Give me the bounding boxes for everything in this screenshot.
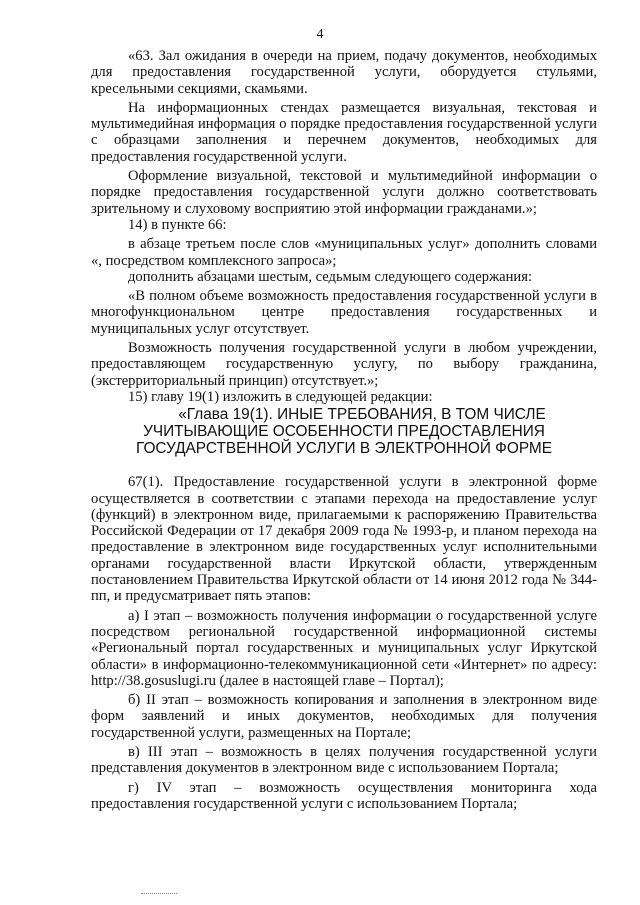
- paragraph-item-15: 15) главу 19(1) изложить в следующей редакции:: [128, 388, 433, 405]
- chapter-heading: [91, 406, 597, 457]
- chapter-heading-line-1: «Глава 19(1). ИНЫЕ ТРЕБОВАНИЯ, В ТОМ ЧИСЛЕ: [178, 406, 546, 424]
- paragraph-stage-2: б) II этап – возможность копирования и заполнения в электронном виде форм заявлений и иных документов, необходимых для получения государственной услуги, размещенных на Портале;: [91, 692, 597, 741]
- paragraph-info-design: Оформление визуальной, текстовой и мультимедийной информации о порядке предоставления государственной услуги должно соответствовать зрительному и слуховому восприятию этой информации гражданами.»;: [91, 168, 597, 217]
- paragraph-add-abzacs: дополнить абзацами шестым, седьмым следующего содержания:: [128, 268, 533, 285]
- paragraph-extraterritorial: Возможность получения государственной услуги в любом учреждении, предоставляющем государственную услугу, по выбору гражданина, (экстерриториальный принцип) отсутствует.»;: [91, 340, 597, 389]
- paragraph-63-waiting-room: «63. Зал ожидания в очереди на прием, подачу документов, необходимых для предоставления государственной услуги, оборудуется стульями, кресельными секциями, скамьями.: [91, 48, 597, 97]
- footer-dotted-mark: [141, 893, 177, 895]
- paragraph-stage-3: в) III этап – возможность в целях получения государственной услуги представления документов в электронном виде с использованием Портала;: [91, 743, 597, 777]
- paragraph-amend-third-abzac: в абзаце третьем после слов «муниципальных услуг» дополнить словами «, посредством комплексного запроса»;: [91, 236, 597, 269]
- paragraph-stage-1: а) I этап – возможность получения информации о государственной услуге посредством региональной государственной информационной системы «Региональный портал государственных и муниципальных услуг Иркутской области» в информационно-телекоммуникационной сети «Интернет» по адресу: http://38.gosuslugi.ru (далее в настоящей главе – Портал);: [91, 607, 597, 689]
- paragraph-67-1: 67(1). Предоставление государственной услуги в электронной форме осуществляется в соответствии с этапами перехода на предоставление услуг (функций) в электронном виде, прилагаемыми к распоряжению Правительства Российской Федерации от 17 декабря 2009 года № 1993-р, и планом перехода на предоставление в электронном виде государственных услуг исполнительными органами государственной власти Иркутской области, утвержденным постановлением Правительства Иркутской области от 14 июня 2012 года № 344-пп, и предусматривает пять этапов:: [91, 474, 597, 605]
- document-body: [91, 48, 597, 812]
- paragraph-stage-4: г) IV этап – возможность осуществления мониторинга хода предоставления государственной услуги с использованием Портала;: [91, 779, 597, 812]
- paragraph-info-stands: На информационных стендах размещается визуальная, текстовая и мультимедийная информация о порядке предоставления государственной услуги с образцами заполнения и перечнем документов, необходимых для предоставления государственной услуги.: [91, 99, 597, 165]
- paragraph-item-14: 14) в пункте 66:: [128, 216, 227, 233]
- chapter-heading-line-2: УЧИТЫВАЮЩИЕ ОСОБЕННОСТИ ПРЕДОСТАВЛЕНИЯ: [143, 423, 545, 441]
- paragraph-mfc-unavailable: «В полном объеме возможность предоставления государственной услуги в многофункциональном центре предоставления государственных и муниципальных услуг отсутствует.: [91, 288, 597, 337]
- chapter-heading-line-3: ГОСУДАРСТВЕННОЙ УСЛУГИ В ЭЛЕКТРОННОЙ ФОРМЕ: [135, 440, 553, 458]
- page-number: 4: [316, 27, 324, 42]
